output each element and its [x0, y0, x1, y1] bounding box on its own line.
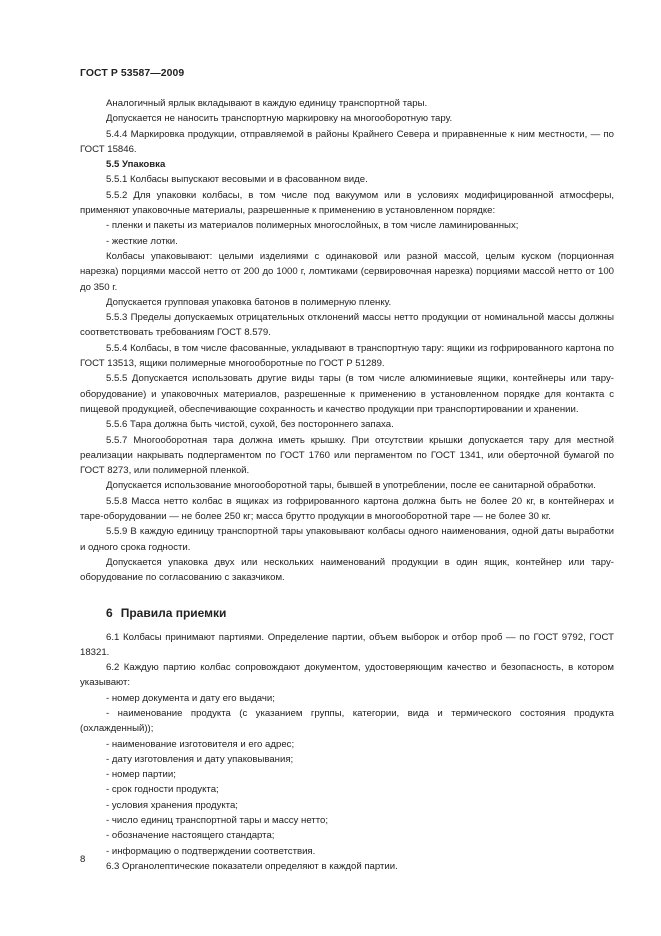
page-number: 8: [80, 854, 86, 865]
clause-5-5-6: 5.5.6 Тара должна быть чистой, сухой, без постороннего запаха.: [106, 419, 394, 431]
paragraph: Допускается групповая упаковка батонов в полимерную пленку.: [106, 296, 392, 308]
section-title-6: [80, 605, 614, 621]
section-title-text: Правила приемки: [120, 605, 227, 620]
paragraph-group-b: [80, 172, 614, 585]
clause-6-3: 6.3 Органолептические показатели определяют в каждой партии.: [106, 860, 398, 872]
clause-6-2: 6.2 Каждую партию колбас сопровождают документом, удостоверяющим качество и безопасность, в котором указывают:: [80, 662, 614, 689]
paragraph-group-a: [80, 96, 614, 157]
paragraph: Колбасы упаковывают: целыми изделиями с одинаковой или разной массой, целым куском (порционная нарезка) порциями массой нетто от 200 до 1000 г, ломтиками (сервировочная нарезка) порциями массой нетто от 100 до 350 г.: [80, 250, 614, 293]
standard-header: ГОСТ Р 53587—2009: [80, 68, 185, 79]
paragraph: Допускается использование многооборотной тары, бывшей в употреблении, после ее санитарной обработки.: [106, 480, 596, 492]
paragraph-group-c: [80, 630, 614, 875]
clause-5-5-2: 5.5.2 Для упаковки колбасы, в том числе под вакуумом или в условиях модифицированной атмосферы, применяют упаковочные материалы, разрешенные к применению в установленном порядке:: [80, 189, 614, 217]
list-item: - пленки и пакеты из материалов полимерных многослойных, в том числе ламинированных;: [106, 220, 519, 232]
clause-5-5-1: 5.5.1 Колбасы выпускают весовыми и в фасованном виде.: [106, 174, 368, 186]
clause-5-5-4: 5.5.4 Колбасы, в том числе фасованные, укладывают в транспортную тару: ящики из гофрированного картона по ГОСТ 13513, ящики полимерные многооборотные по ГОСТ Р 51289.: [80, 342, 614, 370]
list-item: - число единиц транспортной тары и массу нетто;: [106, 815, 329, 827]
clause-5-5-5: 5.5.5 Допускается использовать другие виды тары (в том числе алюминиевые ящики, контейнеры или тару-оборудование) и упаковочных материалов, разрешенные к применению в установленном порядке для контакта с пищевой продукцией, обеспечивающие сохранность и качество продукции при транспортировании и хранении.: [80, 373, 614, 415]
paragraph: Аналогичный ярлык вкладывают в каждую единицу транспортной тары.: [106, 98, 428, 109]
clause-6-1: 6.1 Колбасы принимают партиями. Определение партии, объем выборок и отбор проб — по ГОСТ 9792, ГОСТ 18321.: [80, 631, 614, 658]
list-item: - жесткие лотки.: [106, 235, 178, 247]
subsection-title-5-5: 5.5 Упаковка: [106, 159, 166, 171]
body-text: [80, 96, 614, 874]
paragraph: Допускается не наносить транспортную маркировку на многооборотную тару.: [106, 113, 453, 125]
list-item: - срок годности продукта;: [106, 784, 219, 796]
list-item: - наименование изготовителя и его адрес;: [106, 738, 295, 750]
list-item: - номер партии;: [106, 769, 176, 781]
list-item: - дату изготовления и дату упаковывания;: [106, 753, 294, 765]
clause-5-5-7: 5.5.7 Многооборотная тара должна иметь крышку. При отсутствии крышки допускается тару для местной реализации накрывать подпергаментом по ГОСТ 1760 или пергаментом по ГОСТ 1341, или оберточной бумагой по ГОСТ 8273, или полимерной пленкой.: [80, 434, 614, 477]
list-item: - условия хранения продукта;: [106, 799, 238, 811]
clause-5-4-4: 5.4.4 Маркировка продукции, отправляемой в районы Крайнего Севера и приравненные к ним местности, — по ГОСТ 15846.: [80, 128, 614, 155]
clause-5-5-3: 5.5.3 Пределы допускаемых отрицательных отклонений массы нетто продукции от номинальной массы должны соответствовать требованиям ГОСТ 8.579.: [80, 312, 614, 339]
list-item: - информацию о подтверждении соответствия.: [106, 845, 316, 857]
list-item: - номер документа и дату его выдачи;: [106, 692, 275, 704]
clause-5-5-9: 5.5.9 В каждую единицу транспортной тары упаковывают колбасы одного наименования, одной даты выработки и одного срока годности.: [80, 526, 614, 553]
clause-5-5-8: 5.5.8 Масса нетто колбас в ящиках из гофрированного картона должна быть не более 20 кг, в контейнерах и таре-оборудовании — не более 250 кг; масса брутто продукции в многооборотной таре — не более 30 кг.: [80, 495, 614, 523]
list-item: - обозначение настоящего стандарта;: [106, 830, 275, 842]
section-number: 6: [106, 605, 113, 620]
list-item: - наименование продукта (с указанием группы, категории, вида и термического состояния продукта (охлажденный));: [80, 707, 614, 735]
paragraph: Допускается упаковка двух или нескольких наименований продукции в один ящик, контейнер или тару-оборудование по согласованию с заказчиком.: [80, 556, 614, 584]
